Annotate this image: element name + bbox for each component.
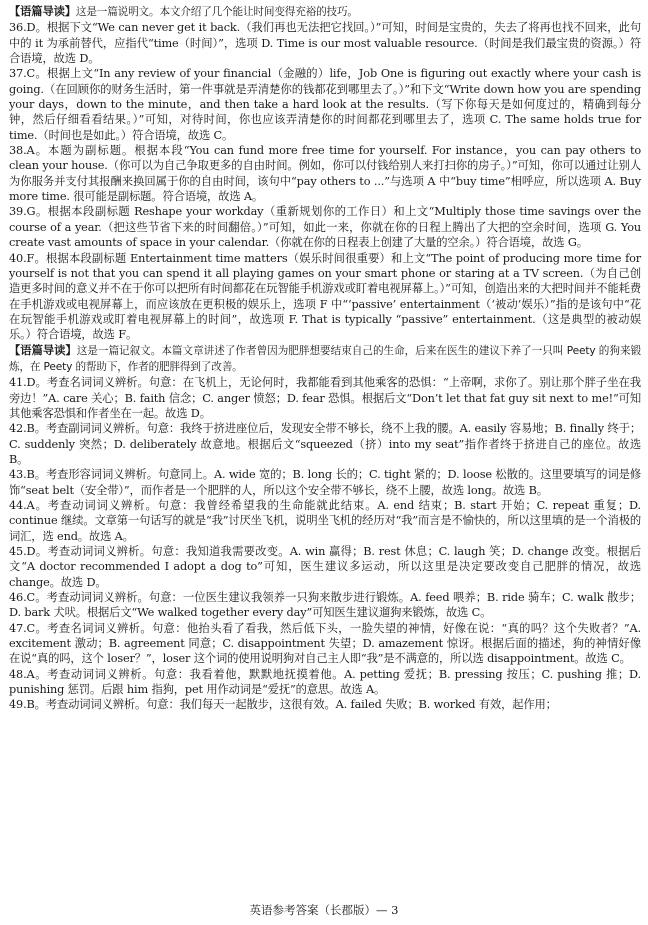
page-footer: 英语参考答案（长郡版）— 3 [249, 903, 399, 917]
answer-item-44 [9, 498, 641, 544]
item-number: 45. [9, 545, 27, 559]
item-text: A。考查动词词义辨析。句意：我看着他，默默地抚摸着他。A. petting 爱抚；B. pressing 按压；C. pushing 推；D. punishing 惩罚。后跟 him 指狗，pet 用作动词是“爱抚”的意思。故选 A。 [9, 667, 641, 697]
item-number: 42. [9, 422, 27, 436]
item-text: C。考查动词词义辨析。句意：一位医生建议我领养一只狗来散步进行锻炼。A. feed 喂养；B. ride 骑车；C. walk 散步；D. bark 犬吠。根据后文“We walked together every day”可知医生建议遛狗来锻炼，故选 C。 [9, 591, 641, 620]
passage-guide-1 [9, 4, 641, 20]
item-number: 40. [9, 251, 27, 265]
answer-document [9, 4, 641, 713]
item-number: 43. [9, 468, 27, 482]
answer-item-40 [9, 251, 641, 343]
guide-text: 这是一篇说明文。本文介绍了几个能让时间变得充裕的技巧。 [75, 6, 358, 18]
answer-item-36 [9, 20, 641, 66]
item-text: D。根据下文“We can never get it back.（我们再也无法把它找回。）”可知，时间是宝贵的，失去了将再也找不回来，此句中的 it 为承前替代，应指代“time（时间）”，选项 D. Time is our most valuable resource.（时间是我们最宝贵的资源。）符合语境，故选 D。 [9, 21, 641, 66]
answer-item-39 [9, 204, 641, 250]
answer-item-46 [9, 590, 641, 621]
item-text: B。考查动词词义辨析。句意：我们每天一起散步，这很有效。A. failed 失败；B. worked 有效，起作用； [26, 698, 557, 712]
answer-item-41 [9, 375, 641, 421]
answer-item-38 [9, 143, 641, 204]
guide-tag: 【语篇导读】 [9, 342, 77, 357]
item-text: A。本题为副标题。根据本段“You can fund more free time for yourself. For instance，you can pay others to clean your house.（你可以为自己争取更多的自由时间。例如，你可以付钱给别人来打扫你的房子。）”可知，你可以通过让别人为你服务并支付其报酬来换回属于你的自由时间，该句中“pay others to ...”与选项 A 中“buy time”相呼应，所以选项 A. Buy more time. 很可能是副标题。符合语境，故选 A。 [9, 144, 641, 204]
item-text: C。考查名词词义辨析。句意：他抬头看了看我，然后低下头，一脸失望的神情，好像在说：“真的吗？这个失败者？”A. excitement 激动；B. agreement 同意；C. disappointment 失望；D. amazement 惊讶。根据后面的描述，狗的神情好像在说“真的吗，这个 loser？”，loser 这个词的使用说明狗对自己主人即“我”是不满意的，所以选 disappointment。故选 C。 [9, 621, 641, 666]
item-text: D。考查动词词义辨析。句意：我知道我需要改变。A. win 赢得；B. rest 休息；C. laugh 笑；D. change 改变。根据后文“A doctor recommended I adopt a dog to”可知，医生建议多运动，所以这里是决定要改变自己肥胖的情况，故选 change。故选 D。 [9, 545, 641, 589]
item-number: 49. [9, 698, 27, 712]
item-text: B。考查副词词义辨析。句意：我终于挤进座位后，发现安全带不够长，绕不上我的腰。A. easily 容易地；B. finally 终于；C. suddenly 突然；D. deliberately 故意地。根据后文“squeezed（挤）into my seat”指作者终于挤进自己的座位。故选 B。 [9, 422, 641, 466]
answer-item-49 [9, 697, 641, 712]
item-text: F。根据本段副标题 Entertainment time matters（娱乐时间很重要）和上文“The point of producing more time for yourself is not that you can spend it all playing games on your smart phone or staring at a TV screen.（为自己创造更多时间的意义并不在于你可以把所有时间都花在玩智能手机游戏或盯着电视屏幕上。）”可知，创造出来的大把时间并不能耗费在手机游戏或电视屏幕上，而应该放在更积极的娱乐上，选项 F 中“‘passive’ entertainment（‘被动’娱乐）”指的是该句中“花在玩智能手机游戏或盯着电视屏幕上的时间”，故选项 F. That is typically “passive” entertainment.（这是典型的被动娱乐。）符合语境，故选 F。 [9, 251, 641, 342]
item-number: 44. [9, 499, 27, 512]
item-text: G。根据本段副标题 Reshape your workday（重新规划你的工作日）和上文“Multiply those time savings over the course of a year.（把这些节省下来的时间翻倍。）”可知，如此一来，你就在你的日程上腾出了大把的空余时间，选项 G. You create vast amounts of space in your calendar.（你就在你的日程表上创建了大量的空余。）符合语境，故选 G。 [9, 205, 641, 250]
item-number: 37. [9, 67, 27, 81]
answer-item-48 [9, 667, 641, 698]
item-number: 36. [9, 21, 27, 35]
item-number: 39. [9, 205, 27, 219]
answer-item-42 [9, 421, 641, 467]
answer-item-43 [9, 467, 641, 498]
answer-item-45 [9, 544, 641, 590]
item-text: B。考查形容词词义辨析。句意同上。A. wide 宽的；B. long 长的；C. tight 紧的；D. loose 松散的。这里要填写的词是修饰“seat belt（安全带）”，而作者是一个肥胖的人，所以这个安全带不够长，绕不上腰，故选 long。故选 B。 [9, 468, 641, 497]
guide-tag: 【语篇导读】 [9, 4, 76, 18]
answer-item-37 [9, 66, 641, 143]
item-text: D。考查名词词义辨析。句意：在飞机上，无论何时，我都能看到其他乘客的恐惧：“上帝啊，求你了。别让那个胖子坐在我旁边！”A. care 关心；B. faith 信念；C. anger 愤怒；D. fear 恐惧。根据后文“Don’t let that fat guy sit next to me!”可知其他乘客恐惧和作者坐在一起。故选 D。 [9, 376, 641, 420]
answer-item-47 [9, 621, 641, 667]
passage-guide-2 [9, 343, 641, 376]
item-number: 46. [9, 591, 27, 605]
item-number: 48. [9, 667, 27, 681]
item-number: 41. [9, 376, 27, 390]
item-text: A。考查动词词义辨析。句意：我曾经希望我的生命能就此结束。A. end 结束；B. start 开始；C. repeat 重复；D. continue 继续。文章第一句话写的就是“我”讨厌坐飞机，说明坐飞机的经历对“我”而言是不愉快的，所以这里填的是一个消极的词汇，选 end。故选 A。 [9, 499, 641, 543]
guide-text: 这是一篇记叙文。本篇文章讲述了作者曾因为肥胖想要结束自己的生命，后来在医生的建议下养了一只叫 Peety 的狗来锻炼，在 Peety 的帮助下，作者的肥胖得到了改善。 [9, 344, 641, 373]
item-number: 47. [9, 621, 27, 635]
item-text: C。根据上文“In any review of your financial（金融的）life，Job One is figuring out exactly where your cash is going.（在回顾你的财务生活时，第一件事就是弄清楚你的钱都花到哪里去了。）”和下文“Write down how you are spending your days，down to the minute，and then take a hard look at the results.（写下你每天是如何度过的，精确到每分钟，然后仔细看看结果。）”可知，对待时间，你也应该弄清楚你的时间都花到哪里去了，选项 C. The same holds true for time.（时间也是如此。）符合语境，故选 C。 [9, 67, 641, 142]
item-number: 38. [9, 144, 27, 158]
